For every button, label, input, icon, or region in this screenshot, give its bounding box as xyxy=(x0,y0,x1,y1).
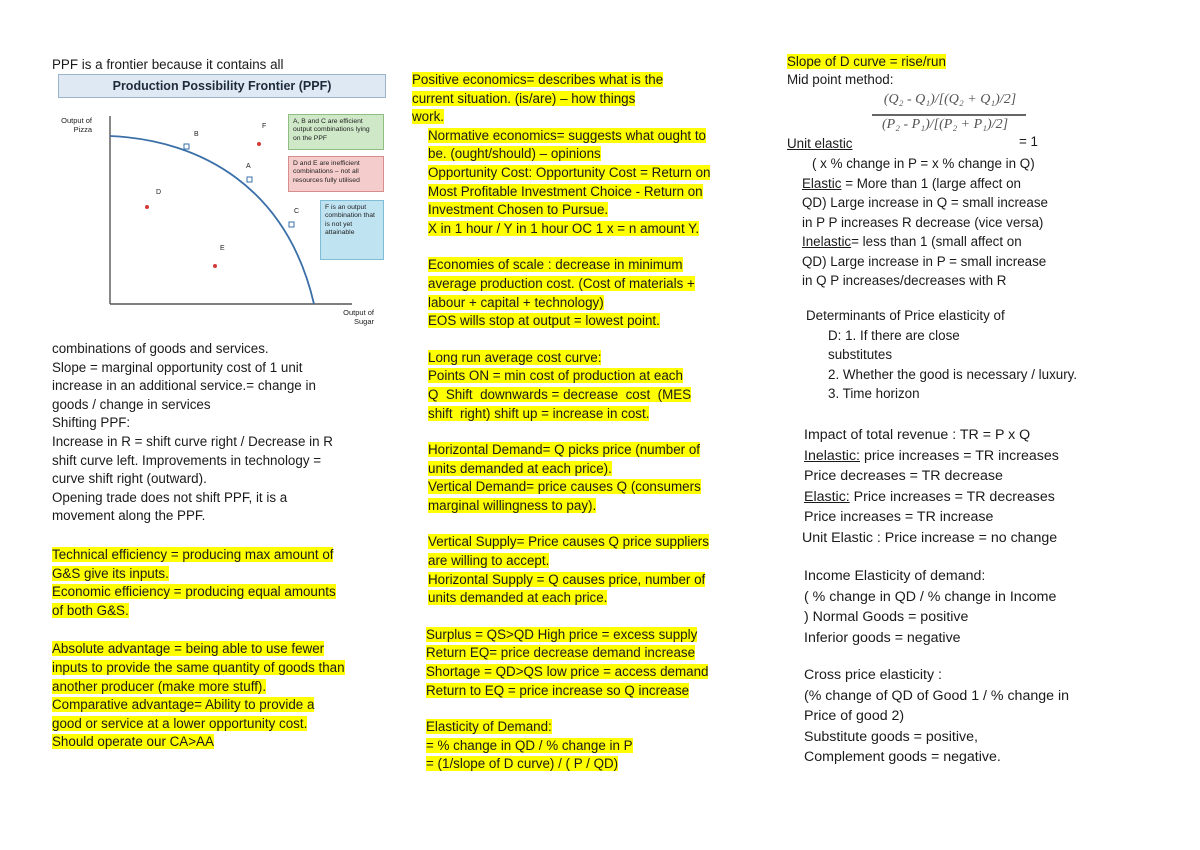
ppf-notes xyxy=(52,340,402,752)
hl-text: X in 1 hour / Y in 1 hour OC 1 x = n amount Y. xyxy=(428,220,700,236)
point-b-marker xyxy=(184,144,189,149)
text-line xyxy=(428,552,767,571)
surplus-elasticity-block xyxy=(410,608,767,774)
hl-text: another producer (make more stuff). xyxy=(52,678,267,694)
point-e-label: E xyxy=(220,245,225,252)
column-middle xyxy=(412,71,767,774)
text-line: ) Normal Goods = positive xyxy=(804,609,969,625)
hl-text: Surplus = QS>QD High price = excess supply xyxy=(426,626,698,642)
ppf-title: Production Possibility Frontier (PPF) xyxy=(58,74,386,98)
text-line: = less than 1 (small affect on xyxy=(851,234,1022,249)
text-line xyxy=(426,663,767,682)
text-line: movement along the PPF. xyxy=(52,508,206,524)
hl-text: Vertical Demand= price causes Q (consumers xyxy=(428,479,701,495)
text-line: goods / change in services xyxy=(52,396,211,412)
text-line xyxy=(52,659,402,678)
text-line: = More than 1 (large affect on xyxy=(845,175,1021,191)
text-line: Price increases = TR decreases xyxy=(849,488,1055,505)
text-line: curve shift right (outward). xyxy=(52,471,207,487)
income-elasticity-block xyxy=(804,566,1164,648)
efficiency-block xyxy=(52,546,402,565)
demand-block xyxy=(428,441,767,460)
text-line xyxy=(428,405,767,424)
eos-block xyxy=(428,256,767,275)
text-line: price increases = TR increases xyxy=(860,447,1059,464)
formula-numerator: (Q₂ - Q₁)/[(Q₂ + Q₁)/2] xyxy=(883,92,1017,107)
hl-text: Long run average cost curve: xyxy=(428,349,602,365)
point-a-marker xyxy=(247,177,252,182)
elastic-line xyxy=(802,174,1162,194)
text-line xyxy=(428,478,767,497)
elastic-block xyxy=(802,154,1162,291)
text-line: Slope = marginal opportunity cost of 1 unit xyxy=(52,359,303,375)
text-line: ( % change in QD / % change in Income xyxy=(804,588,1057,605)
hl-text: be. (ought/should) – opinions xyxy=(428,146,601,162)
text-line xyxy=(52,602,402,621)
hl-text: Investment Chosen to Pursue. xyxy=(428,202,609,218)
text-line: 2. Whether the good is necessary / luxury. xyxy=(828,366,1078,382)
y-axis-label: Output of Pizza xyxy=(61,116,92,134)
hl-text: inputs to provide the same quantity of goods than xyxy=(52,659,345,675)
text-line: increase in an additional service.= change in xyxy=(52,378,316,394)
hl-text: Economic efficiency = producing equal amounts xyxy=(52,584,336,600)
surplus-block xyxy=(426,626,767,645)
hl-text: Points ON = min cost of production at each xyxy=(428,368,683,384)
text-line xyxy=(52,715,402,734)
hl-text: Economies of scale : decrease in minimum xyxy=(428,257,683,273)
ppf-figure xyxy=(52,72,388,338)
hl-text: Most Profitable Investment Choice - Return on xyxy=(428,183,703,199)
text-line: Shifting PPF: xyxy=(52,415,131,431)
inelastic-tr-term: Inelastic: xyxy=(804,447,860,464)
text-line: shift curve left. Improvements in technology = xyxy=(52,452,322,468)
hl-text: Vertical Supply= Price causes Q price suppliers xyxy=(428,534,709,550)
determinants-block xyxy=(806,306,1166,404)
hl-text: Opportunity Cost: Opportunity Cost = Return on xyxy=(428,164,711,180)
text-line: Price increases = TR increase xyxy=(804,509,994,525)
text-line: Inferior goods = negative xyxy=(804,629,961,646)
supply-block xyxy=(428,533,767,552)
point-d-marker xyxy=(145,205,149,209)
text-line xyxy=(428,145,767,164)
inelastic-line xyxy=(802,232,1162,252)
text-line: QD) Large increase in Q = small increase xyxy=(802,195,1048,210)
text-line xyxy=(428,312,767,331)
lrac-block xyxy=(428,349,767,368)
ppf-intro: PPF is a frontier because it contains all xyxy=(52,57,284,72)
text-line: Price decreases = TR decrease xyxy=(804,468,1003,484)
text-line: combinations of goods and services. xyxy=(52,341,269,356)
hl-text: Positive economics= describes what is the xyxy=(412,72,664,87)
hl-text: Horizontal Supply = Q causes price, number of xyxy=(428,571,706,587)
text-line xyxy=(52,565,402,584)
text-line xyxy=(428,460,767,479)
column-right xyxy=(787,52,1147,88)
text-line: Substitute goods = positive, xyxy=(804,728,978,745)
text-line xyxy=(426,682,767,701)
midpoint-line: Mid point method: xyxy=(787,71,894,87)
point-c-marker xyxy=(289,222,294,227)
text-line xyxy=(428,571,767,590)
text-line: Complement goods = negative. xyxy=(804,749,1001,765)
point-f-label: F xyxy=(262,123,267,130)
text-line: substitutes xyxy=(828,347,893,362)
text-line xyxy=(428,275,767,294)
text-line: in P P increases R decrease (vice versa) xyxy=(802,214,1044,230)
slope-line xyxy=(787,52,1147,72)
text-line xyxy=(52,733,402,752)
hl-text: Elasticity of Demand: xyxy=(426,719,552,735)
text-line xyxy=(428,497,767,516)
text-line xyxy=(428,386,767,405)
point-c-label: C xyxy=(294,208,300,215)
hl-text: G&S give its inputs. xyxy=(52,565,169,581)
hl-text: Return EQ= price decrease demand increase xyxy=(426,645,696,661)
point-e-marker xyxy=(213,264,217,268)
text-line: 3. Time horizon xyxy=(828,386,920,401)
text-line xyxy=(52,696,402,715)
hl-text: Should operate our CA>AA xyxy=(52,734,214,750)
hl-text: are willing to accept. xyxy=(428,553,550,569)
formula-denominator: (P₂ - P₁)/[(P₂ + P₁)/2] xyxy=(881,117,1009,132)
point-b-label: B xyxy=(194,131,199,138)
text-line xyxy=(428,201,767,220)
hl-text: Slope of D curve = rise/run xyxy=(787,54,946,69)
hl-text: Absolute advantage = being able to use fewer xyxy=(52,641,325,657)
hl-text: EOS wills stop at output = lowest point. xyxy=(428,313,660,329)
text-line xyxy=(428,589,767,608)
hl-text: Normative economics= suggests what ought to xyxy=(428,127,706,143)
ppf-curve xyxy=(110,136,314,304)
unit-elastic-eq: = 1 xyxy=(1019,134,1038,149)
text-line: Impact of total revenue : TR = P x Q xyxy=(804,427,1031,443)
note-inefficient: D and E are inefficient combinations – not all resources fully utilised xyxy=(288,156,384,192)
text-line xyxy=(426,644,767,663)
text-line: Determinants of Price elasticity of xyxy=(806,308,1005,323)
note-efficient: A, B and C are efficient output combinations lying on the PPF xyxy=(288,114,384,150)
elasticity-block xyxy=(426,718,767,737)
unit-elastic-label-wrap xyxy=(787,134,1147,154)
hl-text: current situation. (is/are) – how things xyxy=(412,90,636,106)
note-unattainable: F is an output combination that is not yet attainable xyxy=(320,200,384,260)
hl-text: labour + capital + technology) xyxy=(428,294,604,310)
advantage-block xyxy=(52,640,402,659)
hl-text: units demanded at each price. xyxy=(428,590,608,606)
point-f-marker xyxy=(257,142,261,146)
x-axis-label: Output of Sugar xyxy=(343,308,374,326)
hl-text: average production cost. (Cost of materials + xyxy=(428,275,695,291)
text-line xyxy=(428,220,767,239)
text-line xyxy=(412,90,767,109)
unit-elastic-label: Unit elastic xyxy=(787,136,853,151)
hl-text: Technical efficiency = producing max amount of xyxy=(52,546,334,562)
hl-text: Horizontal Demand= Q picks price (number of xyxy=(428,442,701,458)
hl-text: = (1/slope of D curve) / ( P / QD) xyxy=(426,756,619,772)
normative-block xyxy=(412,127,767,608)
hl-text: = % change in QD / % change in P xyxy=(426,737,633,753)
revenue-block xyxy=(804,425,1164,548)
text-line xyxy=(426,737,767,756)
inelastic-term: Inelastic xyxy=(802,234,852,249)
hl-text: shift right) shift up = increase in cost. xyxy=(428,405,650,421)
text-line xyxy=(428,183,767,202)
text-line xyxy=(412,108,767,127)
elastic-tr-line xyxy=(804,487,1164,508)
text-line xyxy=(426,755,767,774)
positive-economics xyxy=(412,71,767,90)
hl-text: Return to EQ = price increase so Q increase xyxy=(426,682,690,698)
text-line: Cross price elasticity : xyxy=(804,667,942,683)
text-line xyxy=(428,164,767,183)
point-d-label: D xyxy=(156,189,162,196)
text-line: (% change of QD of Good 1 / % change in xyxy=(804,687,1069,704)
text-line: QD) Large increase in P = small increase xyxy=(802,253,1047,269)
point-a-label: A xyxy=(246,163,251,170)
text-line: Opening trade does not shift PPF, it is a xyxy=(52,489,288,505)
hl-text: Q Shift downwards = decrease cost (MES xyxy=(428,386,692,402)
hl-text: marginal willingness to pay). xyxy=(428,497,597,513)
hl-text: Comparative advantage= Ability to provide a xyxy=(52,697,315,713)
text-line: D: 1. If there are close xyxy=(828,327,960,343)
text-line: Unit Elastic : Price increase = no change xyxy=(802,529,1058,546)
elastic-tr-term: Elastic: xyxy=(804,488,850,505)
text-line xyxy=(52,678,402,697)
text-line xyxy=(52,583,402,602)
text-line xyxy=(428,294,767,313)
hl-text: work. xyxy=(412,109,444,125)
text-line xyxy=(428,127,767,146)
cross-elasticity-block xyxy=(804,665,1164,768)
text-line: Increase in R = shift curve right / Decrease in R xyxy=(52,433,333,449)
hl-text: good or service at a lower opportunity cost. xyxy=(52,715,308,731)
hl-text: Shortage = QD>QS low price = access demand xyxy=(426,664,709,680)
text-line: Price of good 2) xyxy=(804,708,905,724)
fraction-bar xyxy=(872,114,1026,116)
inelastic-tr-line xyxy=(804,446,1164,467)
hl-text: of both G&S. xyxy=(52,602,129,618)
hl-text: units demanded at each price). xyxy=(428,460,612,476)
text-line: ( x % change in P = x % change in Q) xyxy=(812,156,1035,171)
elastic-term: Elastic xyxy=(802,175,842,191)
text-line: in Q P increases/decreases with R xyxy=(802,273,1007,288)
text-line xyxy=(428,367,767,386)
text-line: Income Elasticity of demand: xyxy=(804,568,986,584)
